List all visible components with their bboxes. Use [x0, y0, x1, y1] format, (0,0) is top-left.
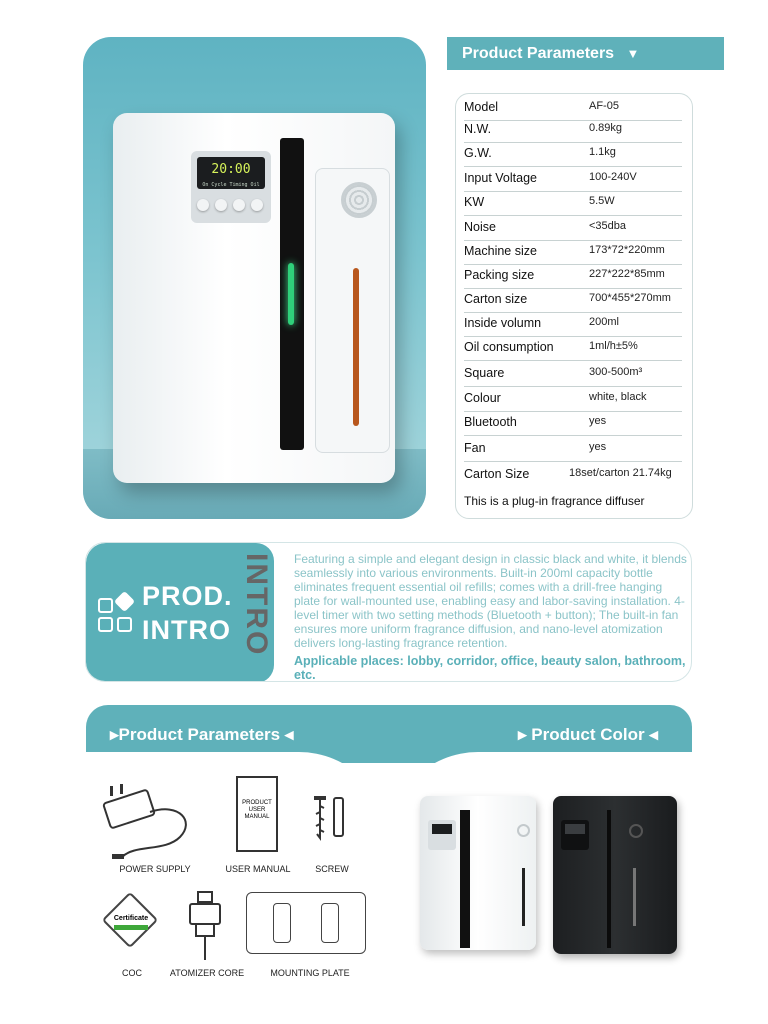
parameter-row	[464, 122, 682, 144]
parameter-key: Carton size	[464, 292, 528, 306]
lcd-display	[197, 157, 265, 189]
black-diffuser	[553, 796, 677, 954]
right-title-text: Product Color	[531, 725, 645, 744]
power-supply-icon	[100, 782, 210, 862]
parameter-key: N.W.	[464, 122, 492, 136]
parameter-value: yes	[589, 415, 607, 427]
parameter-key: Input Voltage	[464, 171, 537, 185]
intro-paragraph: Featuring a simple and elegant design in classic black and white, it blends seamlessly into various environments. Built-in 200ml capacity bottle eliminates frequent essential oil refills; comes with a drill-free hanging plate for wall-mounted use, enabling easy and labor-saving installation. 4-level timer with two setting methods (Bluetooth + button); The built-in fan ensures more uniform fragrance diffusion, and nano-level atomization delivers long-lasting fragrance retention.	[294, 552, 687, 650]
white-center-strip	[460, 810, 470, 948]
parameter-row	[464, 316, 682, 338]
row-divider	[464, 120, 682, 121]
row-divider	[464, 435, 682, 436]
prod-label-line2: INTRO	[142, 615, 231, 645]
parameter-value: 227*222*85mm	[589, 268, 665, 280]
parameter-row	[464, 292, 682, 314]
bottom-left-title: ▸Product Parameters ◂	[110, 725, 294, 744]
parameter-row	[464, 467, 682, 489]
parameter-key: G.W.	[464, 146, 492, 160]
square-icon	[98, 617, 113, 632]
center-strip	[280, 138, 304, 450]
panel-button	[251, 199, 263, 211]
parameter-key: Machine size	[464, 244, 537, 258]
color-panel	[388, 752, 692, 1022]
parameter-key: Noise	[464, 220, 496, 234]
certificate-text: Certificate	[113, 915, 149, 922]
coc-label: COC	[122, 968, 142, 978]
parameter-value: 5.5W	[589, 195, 615, 207]
parameter-value: 0.89kg	[589, 122, 623, 134]
side-door	[315, 168, 390, 453]
parameter-value: <35dba	[589, 220, 627, 232]
parameter-row	[464, 195, 682, 217]
parameter-row	[464, 391, 682, 413]
parameter-row	[464, 268, 682, 290]
intro-banner	[86, 543, 256, 682]
row-divider	[464, 264, 682, 265]
parameter-value: 100-240V	[589, 171, 637, 183]
black-fan-icon	[629, 824, 643, 838]
parameter-row	[464, 366, 682, 388]
row-divider	[464, 240, 682, 241]
square-icon	[117, 617, 132, 632]
parameters-table	[455, 93, 693, 519]
product-intro-section	[85, 542, 692, 682]
parameter-row	[464, 171, 682, 193]
mounting-plate-icon	[246, 892, 366, 954]
parameter-row	[464, 340, 682, 362]
row-divider	[464, 360, 682, 361]
parameter-row	[464, 415, 682, 437]
row-divider	[464, 411, 682, 412]
screw-label: SCREW	[315, 864, 349, 874]
prod-intro-label	[142, 579, 233, 647]
row-divider	[464, 191, 682, 192]
screw-icon	[312, 794, 348, 844]
parameter-row	[464, 220, 682, 242]
row-divider	[464, 288, 682, 289]
clock-readout: 20:00	[211, 162, 251, 177]
black-center-strip	[607, 810, 611, 948]
row-divider	[464, 386, 682, 387]
prod-label-line1: PROD.	[142, 581, 233, 611]
parameter-row	[464, 146, 682, 168]
left-title-text: Product Parameters	[118, 725, 281, 744]
plate-hole-icon	[273, 903, 291, 943]
oil-level-window	[353, 268, 359, 426]
fan-grill-icon	[341, 182, 377, 218]
parameter-key: Bluetooth	[464, 415, 517, 429]
parameter-value: 300-500m³	[589, 366, 643, 378]
parameter-value: 200ml	[589, 316, 619, 328]
parameter-key: Square	[464, 366, 505, 380]
accessories-panel	[86, 752, 389, 1022]
mounting-plate-label: MOUNTING PLATE	[270, 968, 350, 978]
parameter-key: Colour	[464, 391, 501, 405]
parameter-key: Oil consumption	[464, 340, 554, 354]
atomizer-core-icon	[186, 890, 226, 962]
parameter-value: 18set/carton 21.74kg	[569, 467, 672, 479]
certificate-stripe	[114, 925, 148, 930]
parameter-value: yes	[589, 441, 607, 453]
parameter-key: Model	[464, 100, 499, 114]
parameter-key: Packing size	[464, 268, 535, 282]
bottom-right-title: ▸ Product Color ◂	[518, 725, 658, 744]
triangle-down-icon: ▼	[626, 46, 640, 61]
row-divider	[464, 336, 682, 337]
parameter-key: Carton Size	[464, 467, 530, 481]
hero-image	[83, 37, 426, 519]
diffuser-device	[113, 113, 395, 483]
black-window	[633, 868, 636, 926]
row-divider	[464, 166, 682, 167]
applicable-places: Applicable places: lobby, corridor, office, beauty salon, bathroom, etc.	[294, 654, 686, 682]
panel-button	[233, 199, 245, 211]
plate-hole-icon	[321, 903, 339, 943]
parameter-row	[464, 100, 682, 122]
parameter-value: 1.1kg	[589, 146, 616, 158]
clock-caption: On Cycle Timing Oil	[202, 182, 260, 188]
parameter-key: Fan	[464, 441, 486, 455]
diamond-icon	[114, 591, 135, 612]
atomizer-core-label: ATOMIZER CORE	[169, 968, 245, 978]
indicator-light	[288, 263, 294, 325]
intro-vertical-text: INTRO	[240, 553, 273, 657]
parameter-key: Inside volumn	[464, 316, 542, 330]
control-panel	[191, 151, 271, 223]
row-divider	[464, 312, 682, 313]
parameters-header	[447, 37, 724, 70]
row-divider	[464, 142, 682, 143]
parameter-value: AF-05	[589, 100, 619, 112]
parameter-value: 700*455*270mm	[589, 292, 671, 304]
parameter-row	[464, 244, 682, 266]
parameter-value: white, black	[589, 391, 647, 403]
white-lcd	[432, 824, 452, 834]
parameter-value: 173*72*220mm	[589, 244, 665, 256]
user-manual-icon	[236, 776, 278, 852]
parameters-title: Product Parameters	[462, 45, 615, 62]
parameter-value: 1ml/h±5%	[589, 340, 638, 352]
parameters-footnote: This is a plug-in fragrance diffuser	[464, 494, 645, 508]
square-icon	[98, 598, 113, 613]
white-fan-icon	[517, 824, 530, 837]
parameter-row	[464, 441, 682, 463]
row-divider	[464, 215, 682, 216]
white-diffuser	[420, 796, 536, 950]
black-lcd	[565, 824, 585, 834]
panel-button	[215, 199, 227, 211]
power-supply-label: POWER SUPPLY	[119, 864, 191, 874]
row-divider	[464, 461, 682, 462]
user-manual-label: USER MANUAL	[225, 864, 291, 874]
parameter-key: KW	[464, 195, 485, 209]
white-window	[522, 868, 525, 926]
panel-button	[197, 199, 209, 211]
manual-cover-text: PRODUCT USER MANUAL	[242, 800, 272, 820]
